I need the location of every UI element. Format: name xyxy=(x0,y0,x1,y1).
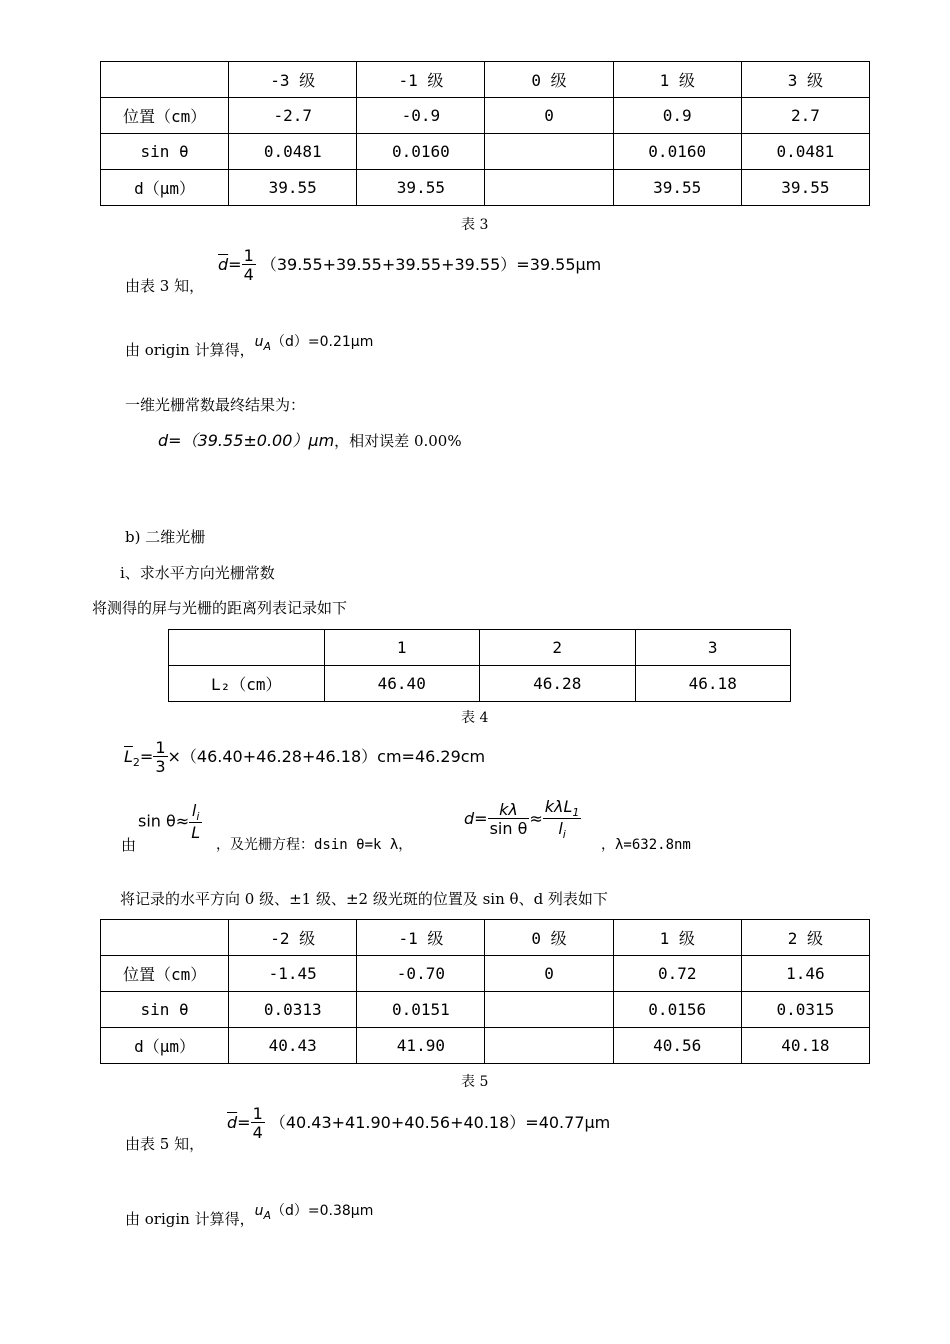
equation-text: （d）=0.38μm xyxy=(271,1203,374,1219)
table-cell: 0 xyxy=(485,956,613,992)
table-row xyxy=(101,920,870,956)
equation-text: ×（46.40+46.28+46.18）cm=46.29cm xyxy=(167,747,486,766)
table-cell: 1 xyxy=(324,630,480,666)
table-cell: 0.0160 xyxy=(613,134,741,170)
table-cell: 39.55 xyxy=(229,170,357,206)
table-caption: 表 5 xyxy=(461,1074,489,1090)
table-cell: 0.0481 xyxy=(741,134,869,170)
l-symbol: l xyxy=(558,819,563,839)
table-cell: 0.0481 xyxy=(229,134,357,170)
table-cell: 46.40 xyxy=(324,666,480,702)
equation-text: ≈ xyxy=(529,809,543,829)
table-row xyxy=(169,630,791,666)
table-cell: 0.0151 xyxy=(357,992,485,1028)
fraction-numerator: kλ xyxy=(488,802,530,819)
table-cell: 39.55 xyxy=(357,170,485,206)
table-cell: 位置（cm） xyxy=(101,956,229,992)
table-cell: -1 级 xyxy=(357,62,485,98)
equation-text: （d）=0.21μm xyxy=(271,334,374,350)
subscript: A xyxy=(263,339,272,353)
table-row xyxy=(101,134,870,170)
table-cell: 0 xyxy=(485,98,613,134)
equation-prefix: 由 xyxy=(121,836,137,854)
fraction xyxy=(189,803,202,841)
table-cell: d（μm） xyxy=(101,170,229,206)
subsection-heading: i、求水平方向光栅常数 xyxy=(120,564,275,582)
equation-body xyxy=(254,1203,374,1222)
section-heading: b) 二维光栅 xyxy=(125,528,206,546)
table-4 xyxy=(168,629,791,702)
table-cell: -0.70 xyxy=(357,956,485,992)
fraction-denominator: 4 xyxy=(243,265,254,284)
fraction-numerator xyxy=(189,803,202,823)
table-cell: sin θ xyxy=(101,134,229,170)
table-row xyxy=(101,62,870,98)
result-relative-error: ，相对误差 0.00% xyxy=(334,432,462,450)
sin-approx xyxy=(138,803,202,841)
table-cell: 0 级 xyxy=(485,920,613,956)
fraction xyxy=(242,248,256,283)
table-cell: 位置（cm） xyxy=(101,98,229,134)
fraction-numerator xyxy=(543,799,582,819)
table-cell: -1.45 xyxy=(229,956,357,992)
table-cell xyxy=(485,992,613,1028)
table-cell: L₂（cm） xyxy=(169,666,325,702)
fraction-denominator: 3 xyxy=(155,757,166,776)
equation-body xyxy=(254,334,374,353)
table-cell: d（μm） xyxy=(101,1028,229,1064)
equation-body: $\overline{d}=$ $\frac{1}{4}$ （40.43+41.90+40.56+40.18）=40.77μm xyxy=(227,1104,611,1142)
table-caption: 表 4 xyxy=(461,710,489,726)
table-cell xyxy=(485,1028,613,1064)
table-cell: 1 级 xyxy=(613,920,741,956)
table-cell: 3 xyxy=(635,630,791,666)
table-cell: -2 级 xyxy=(229,920,357,956)
fraction-denominator: sin θ xyxy=(489,819,528,839)
table-3 xyxy=(100,61,870,206)
equation-text: kλL xyxy=(544,797,573,816)
table-cell: 41.90 xyxy=(357,1028,485,1064)
table-row xyxy=(101,956,870,992)
table-cell: 1 级 xyxy=(613,62,741,98)
fraction-denominator: 4 xyxy=(252,1123,263,1142)
table-cell xyxy=(485,134,613,170)
table-cell: 40.18 xyxy=(741,1028,869,1064)
mean-symbol: $\overline{L}$ xyxy=(124,747,133,766)
fraction-denominator: L xyxy=(191,823,201,843)
subscript: i xyxy=(562,828,566,842)
fraction-denominator xyxy=(543,819,582,840)
equation-prefix: 由表 3 知， xyxy=(125,277,205,295)
table-cell: 46.18 xyxy=(635,666,791,702)
result-equation: d=（39.55±0.00）μm xyxy=(158,431,335,450)
equation-prefix: 由 origin 计算得， xyxy=(125,1210,255,1228)
table-cell: -0.9 xyxy=(357,98,485,134)
u-symbol: u xyxy=(254,334,264,350)
table-cell: sin θ xyxy=(101,992,229,1028)
table-cell: 0.0160 xyxy=(357,134,485,170)
result-title: 一维光栅常数最终结果为： xyxy=(125,396,306,414)
subscript: i xyxy=(196,810,200,824)
subscript: 2 xyxy=(132,756,140,770)
table-row xyxy=(101,1028,870,1064)
equation-prefix: 由 origin 计算得， xyxy=(125,341,255,359)
equation-text: d= xyxy=(464,809,488,829)
intro-text: 将测得的屏与光栅的距离列表记录如下 xyxy=(92,599,348,617)
wavelength-text: ，λ=632.8nm xyxy=(601,837,691,853)
table-cell: -3 级 xyxy=(229,62,357,98)
subscript: A xyxy=(263,1208,272,1222)
table-cell: 0.9 xyxy=(613,98,741,134)
equation-body: $\overline{d}=$ $\frac{1}{4}$ （39.55+39.55+39.55+39.55）=39.55μm xyxy=(218,246,602,284)
fraction xyxy=(153,740,167,775)
equation-mean-l2: $\overline{L}_2=$ $\frac{1}{3}$ ×（46.40+46.28+46.18）cm=46.29cm xyxy=(124,738,486,776)
equation-ua-5 xyxy=(125,1199,374,1228)
table-cell: 39.55 xyxy=(613,170,741,206)
intro-text: 将记录的水平方向 0 级、±1 级、±2 级光斑的位置及 sin θ、d 列表如下 xyxy=(120,890,608,908)
table-cell: 0.0315 xyxy=(741,992,869,1028)
mean-symbol: $\overline{d}$ xyxy=(218,255,229,274)
table-cell: 0 级 xyxy=(485,62,613,98)
table-cell xyxy=(101,62,229,98)
table-row xyxy=(169,666,791,702)
table-cell: 1.46 xyxy=(741,956,869,992)
table-cell xyxy=(101,920,229,956)
table-cell: 0.72 xyxy=(613,956,741,992)
subscript: 1 xyxy=(572,806,580,820)
equation-text: sin θ≈ xyxy=(138,811,190,831)
table-cell: 2 级 xyxy=(741,920,869,956)
grating-equation-text: ，及光栅方程：dsin θ=k λ， xyxy=(216,837,413,853)
l-symbol: l xyxy=(191,801,197,820)
result-line xyxy=(158,428,462,451)
equation-ua-3 xyxy=(125,330,374,359)
table-cell: 39.55 xyxy=(741,170,869,206)
d-formula xyxy=(464,799,581,840)
table-cell: 2.7 xyxy=(741,98,869,134)
table-5 xyxy=(100,919,870,1064)
equation-grating xyxy=(121,797,841,857)
fraction xyxy=(543,799,582,840)
table-row xyxy=(101,98,870,134)
table-cell: 3 级 xyxy=(741,62,869,98)
fraction xyxy=(488,802,530,837)
equation-text: （40.43+41.90+40.56+40.18）=40.77μm xyxy=(269,1113,611,1132)
fraction-numerator: 1 xyxy=(243,246,254,265)
table-row xyxy=(101,170,870,206)
table-cell xyxy=(485,170,613,206)
table-cell xyxy=(169,630,325,666)
fraction-numerator: 1 xyxy=(155,738,166,757)
u-symbol: u xyxy=(254,1203,264,1219)
table-cell: 40.43 xyxy=(229,1028,357,1064)
table-row xyxy=(101,992,870,1028)
table-cell: -2.7 xyxy=(229,98,357,134)
table-cell: 0.0313 xyxy=(229,992,357,1028)
table-cell: 0.0156 xyxy=(613,992,741,1028)
table-cell: -1 级 xyxy=(357,920,485,956)
fraction-numerator: 1 xyxy=(252,1104,263,1123)
equation-prefix: 由表 5 知， xyxy=(125,1135,205,1153)
table-cell: 40.56 xyxy=(613,1028,741,1064)
mean-symbol: $\overline{d}$ xyxy=(227,1113,238,1132)
equation-text: （39.55+39.55+39.55+39.55）=39.55μm xyxy=(260,255,602,274)
table-cell: 2 xyxy=(480,630,636,666)
table-caption: 表 3 xyxy=(461,217,489,233)
fraction xyxy=(251,1106,265,1141)
table-cell: 46.28 xyxy=(480,666,636,702)
